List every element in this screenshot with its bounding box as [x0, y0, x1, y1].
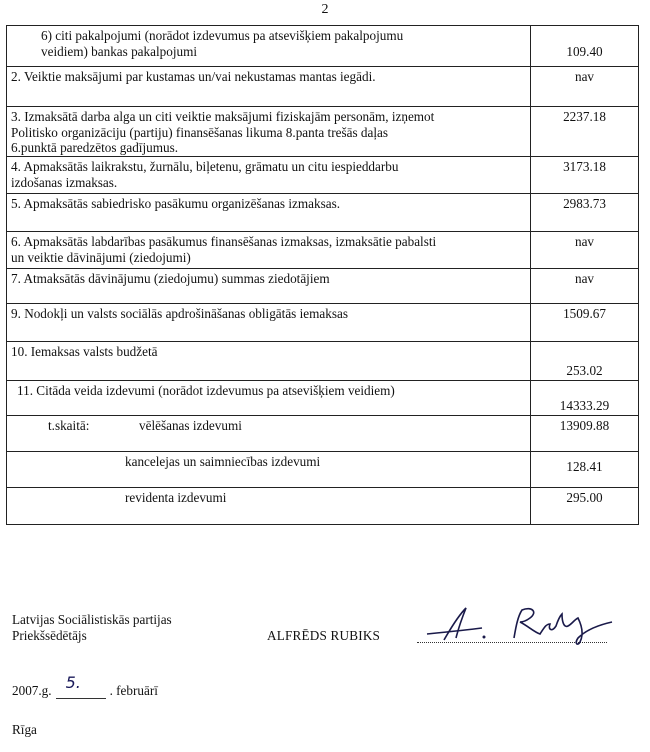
table-row	[7, 342, 639, 381]
row-value-cell	[531, 342, 639, 381]
row-label-line: un veiktie dāvinājumi (ziedojumi)	[11, 249, 191, 265]
row-label-line: 2. Veiktie maksājumi par kustamas un/vai nekustamas mantas iegādi.	[11, 69, 376, 84]
signing-date	[12, 672, 158, 699]
expense-table	[6, 25, 639, 525]
row-value: nav	[574, 234, 595, 249]
row-label-line: 3. Izmaksātā darba alga un citi veiktie maksājumi fiziskajām personām, izņemot	[11, 109, 435, 124]
breakdown-item-label: kancelejas un saimniecības izdevumi	[125, 454, 321, 469]
row-value: 2237.18	[563, 109, 606, 124]
row-value-cell	[531, 304, 639, 342]
breakdown-item-value: 295.00	[566, 490, 603, 505]
breakdown-prefix: t.skaitā:	[48, 418, 90, 433]
row-label-line: 5. Apmaksātās sabiedrisko pasākumu organizēšanas izmaksas.	[11, 196, 340, 211]
row-label-cell	[7, 342, 531, 381]
row-label-cell	[7, 304, 531, 342]
table-row	[7, 157, 639, 194]
date-year: 2007.g.	[12, 683, 52, 698]
signer-title: Priekšsēdētājs	[12, 628, 87, 643]
row-label-line: 10. Iemaksas valsts budžetā	[11, 344, 158, 359]
table-row	[7, 416, 639, 452]
signer-name: ALFRĒDS RUBIKS	[267, 628, 381, 643]
row-value-cell	[531, 26, 639, 67]
row-label-line: izdošanas izmaksas.	[11, 174, 118, 190]
breakdown-item-label: vēlēšanas izdevumi	[139, 418, 242, 433]
page-number: 2	[321, 2, 329, 17]
breakdown-item-label: revidenta izdevumi	[125, 490, 227, 505]
row-label-line: 6) citi pakalpojumi (norādot izdevumus pa atsevišķiem pakalpojumu	[41, 28, 404, 43]
table-row	[7, 26, 639, 67]
row-value: 253.02	[566, 363, 603, 378]
breakdown-item-value: 128.41	[566, 459, 603, 474]
row-value: nav	[574, 69, 595, 84]
breakdown-item-value: 13909.88	[559, 418, 610, 433]
row-value: 14333.29	[559, 398, 610, 413]
row-label-cell	[7, 452, 531, 488]
row-label-line: 4. Apmaksātās laikrakstu, žurnālu, biļetenu, grāmatu un citu iespieddarbu	[11, 159, 399, 174]
row-label-cell	[7, 194, 531, 232]
date-month: . februārī	[109, 683, 158, 698]
table-row	[7, 194, 639, 232]
row-label-cell	[7, 232, 531, 269]
row-label-cell	[7, 107, 531, 157]
row-label-line: Politisko organizāciju (partiju) finansēšanas likuma 8.panta trešās daļas	[11, 124, 388, 140]
row-value: 109.40	[566, 44, 603, 59]
signature-block	[12, 612, 632, 672]
row-value: 3173.18	[563, 159, 606, 174]
row-label-cell	[7, 67, 531, 107]
date-day: 5.	[65, 672, 81, 692]
row-value-cell	[531, 67, 639, 107]
row-value-cell	[531, 194, 639, 232]
row-label-cell	[7, 26, 531, 67]
city: Rīga	[12, 722, 37, 737]
row-label-line: 6.punktā paredzētos gadījumus.	[11, 140, 179, 156]
row-value: 1509.67	[563, 306, 606, 321]
date-day-blank	[56, 672, 106, 699]
table-row	[7, 381, 639, 416]
row-label-cell	[7, 381, 531, 416]
row-value-cell	[531, 452, 639, 488]
row-value-cell	[531, 232, 639, 269]
table-row	[7, 67, 639, 107]
row-label-line: 9. Nodokļi un valsts sociālās apdrošināšanas obligātās iemaksas	[11, 306, 348, 321]
table-row	[7, 304, 639, 342]
row-label-cell	[7, 416, 531, 452]
row-label-cell	[7, 488, 531, 525]
table-row	[7, 269, 639, 304]
table-row	[7, 452, 639, 488]
row-value-cell	[531, 416, 639, 452]
row-value-cell	[531, 107, 639, 157]
row-value-cell	[531, 269, 639, 304]
handwritten-signature	[422, 604, 622, 649]
row-label-cell	[7, 157, 531, 194]
table-row	[7, 488, 639, 525]
row-label-line: 6. Apmaksātās labdarības pasākumus finansēšanas izmaksas, izmaksātie pabalsti	[11, 234, 437, 249]
row-value: nav	[574, 271, 595, 286]
table-row	[7, 107, 639, 157]
row-label-line: veidiem) bankas pakalpojumi	[41, 43, 198, 59]
row-label-line: 11. Citāda veida izdevumi (norādot izdevumus pa atsevišķiem veidiem)	[17, 383, 395, 398]
row-label-line: 7. Atmaksātās dāvinājumu (ziedojumu) summas ziedotājiem	[11, 271, 330, 286]
row-label-cell	[7, 269, 531, 304]
row-value-cell	[531, 157, 639, 194]
table-row	[7, 232, 639, 269]
organization-name: Latvijas Sociālistiskās partijas	[12, 612, 172, 627]
row-value-cell	[531, 381, 639, 416]
row-value: 2983.73	[563, 196, 606, 211]
row-value-cell	[531, 488, 639, 525]
